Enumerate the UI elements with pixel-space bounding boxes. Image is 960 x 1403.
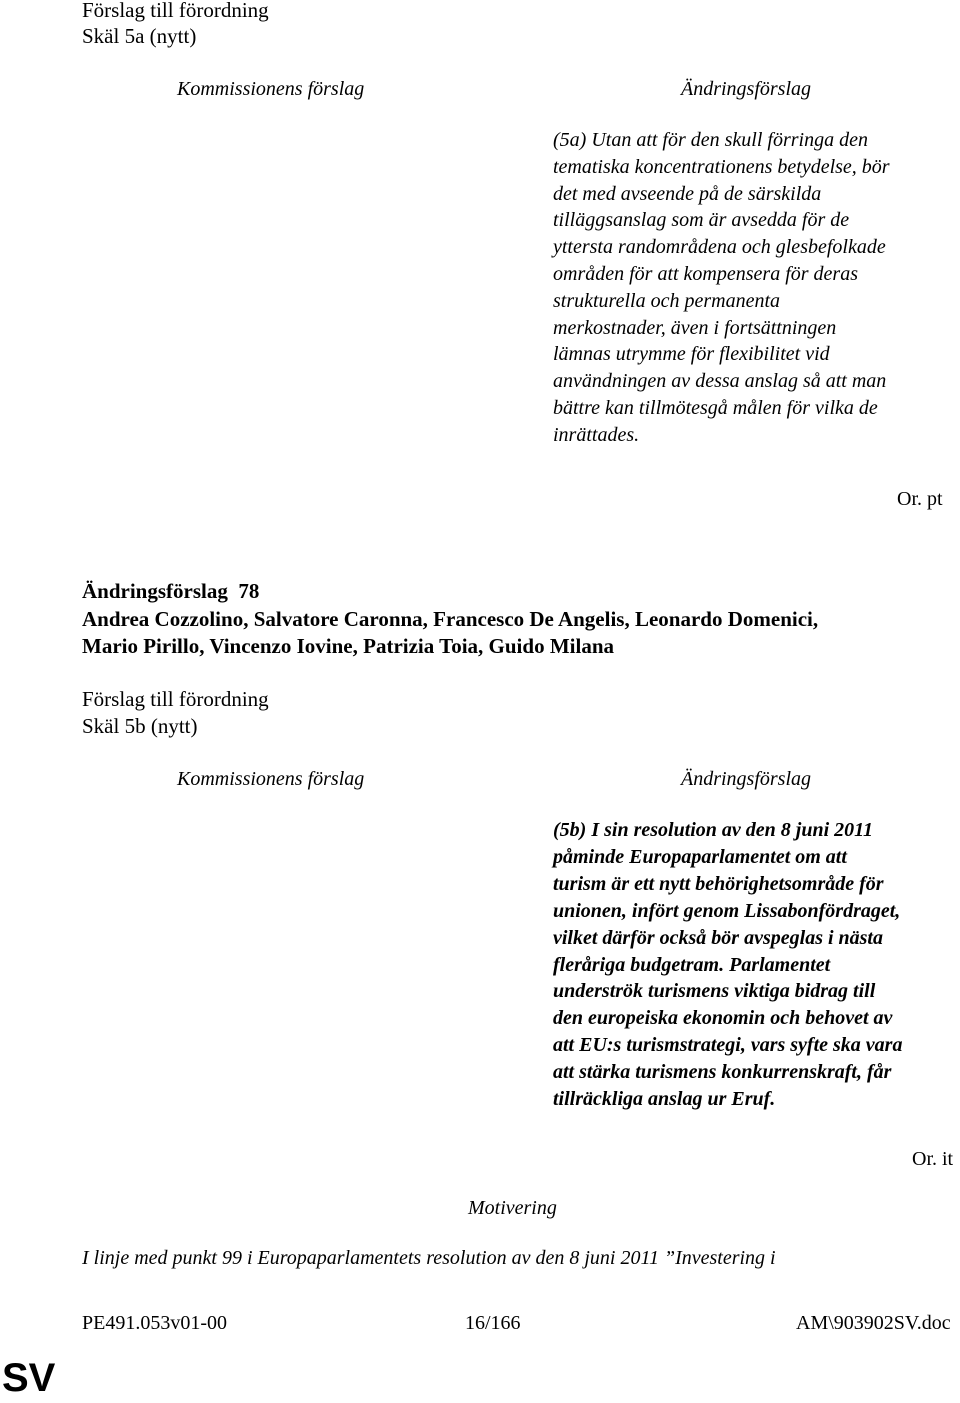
- recital-heading: Skäl 5b (nytt): [82, 714, 198, 738]
- file-name: AM\903902SV.doc: [796, 1312, 951, 1334]
- language-code: SV: [2, 1356, 56, 1400]
- column-header-amendment: Ändringsförslag: [681, 78, 812, 100]
- column-header-commission: Kommissionens förslag: [177, 768, 365, 790]
- original-language: Or. it: [912, 1148, 954, 1170]
- amendment-label: Ändringsförslag: [82, 579, 228, 603]
- justification-text: I linje med punkt 99 i Europaparlamentets resolution av den 8 juni 2011 ”Investering i: [82, 1247, 776, 1269]
- amendment-text: (5a) Utan att för den skull förringa den tematiska koncentrationens betydelse, bör det med avseende på de särskilda tilläggsanslag som är avsedda för de yttersta randområdena och glesbefolkade områden för att kompensera för deras strukturella och permanenta merkostnader, även i fortsättningen lämnas utrymme för flexibilitet vid användningen av dessa anslag så att man bättre kan tillmötesgå målen för vilka de inrättades.: [553, 129, 890, 446]
- authors-line-2: Mario Pirillo, Vincenzo Iovine, Patrizia Toia, Guido Milana: [82, 634, 614, 658]
- amendment-number: 78: [238, 579, 260, 603]
- authors-line-1: Andrea Cozzolino, Salvatore Caronna, Francesco De Angelis, Leonardo Domenici,: [82, 607, 819, 631]
- column-header-commission: Kommissionens förslag: [177, 78, 365, 100]
- proposal-heading: Förslag till förordning: [82, 0, 269, 22]
- page-number: 16/166: [465, 1312, 521, 1334]
- column-header-amendment: Ändringsförslag: [681, 768, 812, 790]
- justification-heading: Motivering: [468, 1197, 557, 1219]
- doc-reference: PE491.053v01-00: [82, 1312, 227, 1334]
- recital-heading: Skäl 5a (nytt): [82, 24, 197, 48]
- original-language: Or. pt: [897, 488, 943, 510]
- proposal-heading: Förslag till förordning: [82, 687, 269, 711]
- amendment-title: [82, 578, 259, 604]
- amendment-text: (5b) I sin resolution av den 8 juni 2011 påminde Europaparlamentet om att turism är ett nytt behörighetsområde för unionen, infört genom Lissabonfördraget, vilket därför också bör avspeglas i nästa fleråriga budgetram. Parlamentet underströk turismens viktiga bidrag till den europeiska ekonomin och behovet av att EU:s turismstrategi, vars syfte ska vara att stärka turismens konkurrenskraft, får tillräckliga anslag ur Eruf.: [553, 819, 903, 1111]
